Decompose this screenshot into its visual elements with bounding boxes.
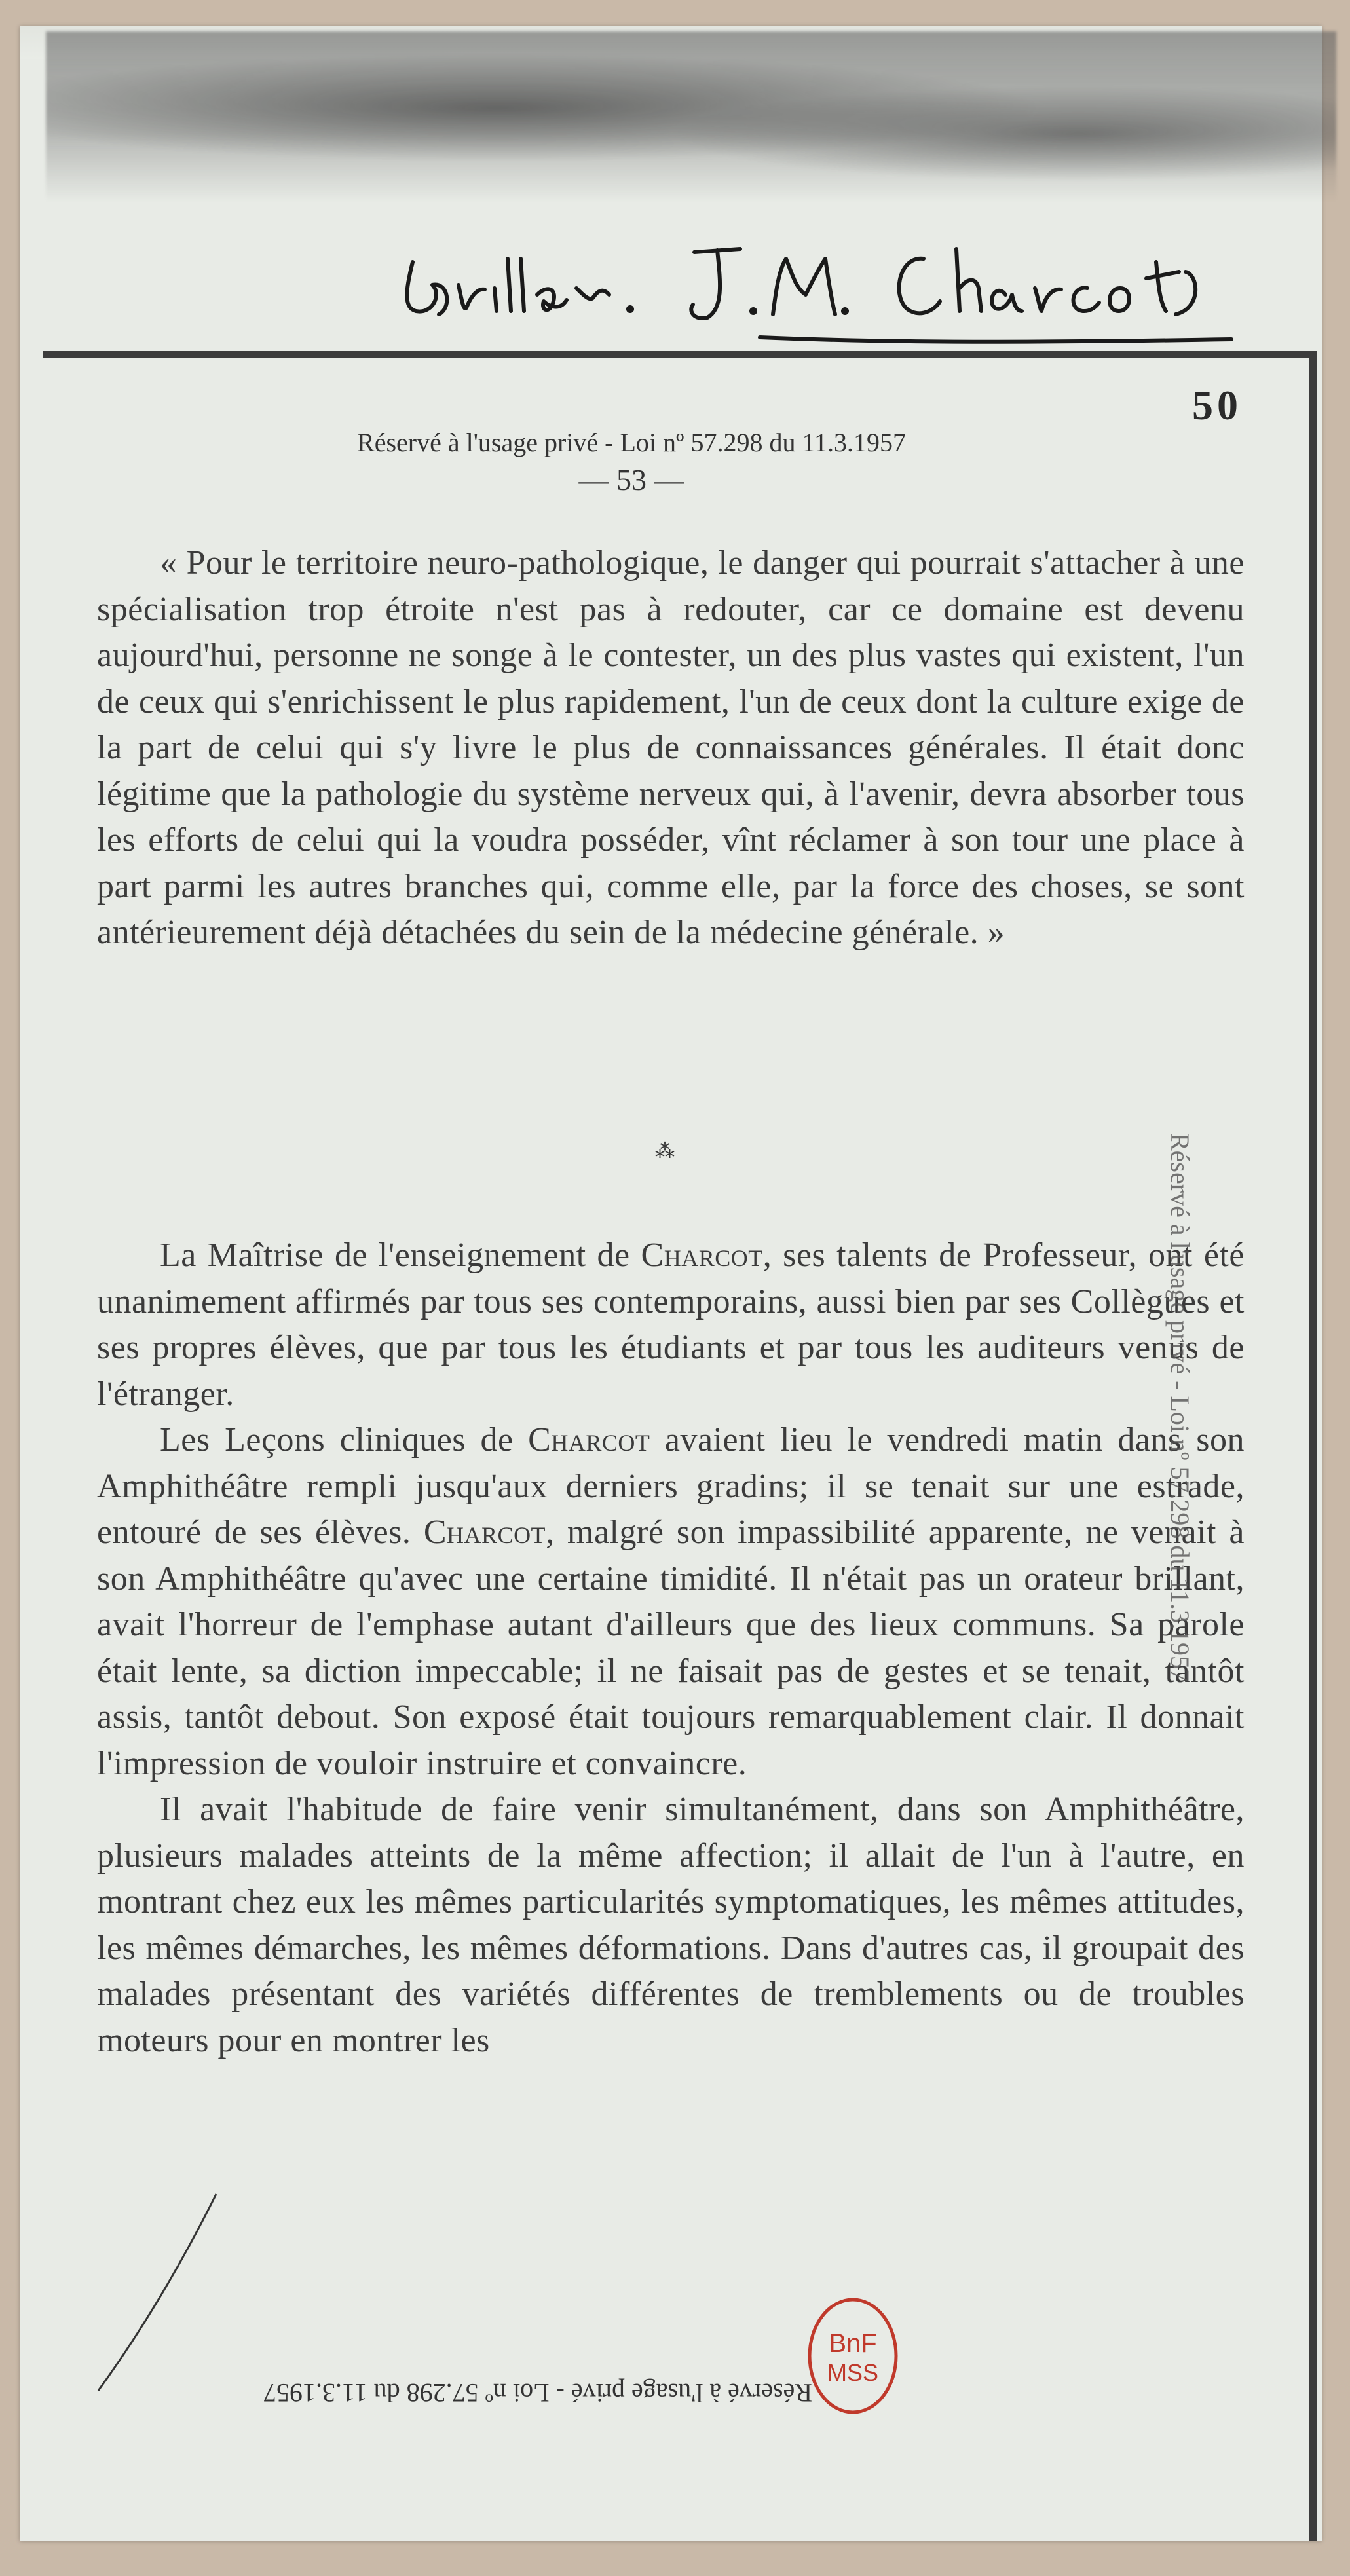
side-legal-notice: Réservé à l'usage privé - Loi nº 57.298 du 11.3.1957	[1165, 1133, 1195, 1682]
document-sheet	[20, 26, 1322, 2541]
paragraph-3	[97, 1417, 1245, 1787]
header-legal-notice: Réservé à l'usage privé - Loi nº 57.298 du 11.3.1957	[357, 428, 906, 457]
p3-name-charcot-2: Charcot	[423, 1514, 546, 1551]
p3-name-charcot-1: Charcot	[528, 1421, 650, 1459]
p3-before: Les Leçons cliniques de	[160, 1421, 529, 1459]
scan-smudge	[46, 31, 1336, 202]
bnf-mss-stamp	[806, 2296, 901, 2417]
p2-name-charcot: Charcot	[641, 1237, 763, 1274]
bottom-legal-notice: Réservé à l'usage privé - Loi nº 57.298 du 11.3.1957	[263, 2378, 812, 2408]
signature-drawing	[386, 223, 1271, 360]
p2-after: , ses talents de Professeur, ont été unanimement affirmés par tous ses contemporains, aussi bien par ses Collègues et ses propres élèves, que par tous les étudiants et par tous les auditeurs venus de l'étranger.	[97, 1237, 1245, 1413]
stamp-line1: BnF	[829, 2329, 877, 2358]
paragraph-2	[97, 1233, 1245, 1417]
p3-middle: avaient lieu le vendredi matin dans son Amphithéâtre rempli jusqu'aux derniers gradins; il se tenait sur une estrade, entouré de ses élèves.	[97, 1421, 1245, 1551]
paragraph-4: Il avait l'habitude de faire venir simultanément, dans son Amphithéâtre, plusieurs malades atteints de la même affection; il allait de l'un à l'autre, en montrant chez eux les mêmes particularités symptomatiques, les mêmes attitudes, les mêmes démarches, les mêmes déformations. Dans d'autres cas, il groupait des malades présentant des variétés différentes de tremblements ou de troubles moteurs pour en montrer les	[97, 1791, 1245, 2059]
quoted-paragraph	[97, 540, 1245, 956]
stamp-line2: MSS	[827, 2359, 879, 2386]
handwritten-signature	[386, 223, 1271, 360]
pen-stroke	[92, 2188, 223, 2397]
paragraph-1: « Pour le territoire neuro-pathologique, le danger qui pourrait s'attacher à une spécialisation trop étroite n'est pas à redouter, car ce domaine est devenu aujourd'hui, personne ne songe à le contester, un des plus vastes qui existent, l'un de ceux qui s'enrichissent le plus rapidement, l'un de ceux dont la culture exige de la part de celui qui s'y livre le plus de connaissances générales. Il était donc légitime que la pathologie du système nerveux qui, à l'avenir, devra absorber tous les efforts de celui qui la voudra posséder, vînt réclamer à son tour une place à part parmi les autres branches qui, comme elle, par la force des choses, se sont antérieurement déjà détachées du sein de la médecine générale. »	[97, 544, 1245, 951]
p3-after: , malgré son impassibilité apparente, ne venait à son Amphithéâtre qu'avec une certaine timidité. Il n'était pas un orateur brillant, avait l'horreur de l'emphase autant d'ailleurs que des lieux communs. Sa parole était lente, sa diction impeccable; il ne faisait pas de gestes et se tenait, tantôt assis, tantôt debout. Son exposé était toujours remarquablement clair. Il donnait l'impression de vouloir instruire et convaincre.	[97, 1514, 1245, 1782]
p2-before: La Maîtrise de l'enseignement de	[160, 1237, 641, 1274]
main-text	[97, 1233, 1245, 2064]
asterism-separator: ⁂	[655, 1140, 675, 1162]
page-number: — 53 —	[578, 463, 684, 496]
folio-number: 50	[1192, 382, 1242, 428]
